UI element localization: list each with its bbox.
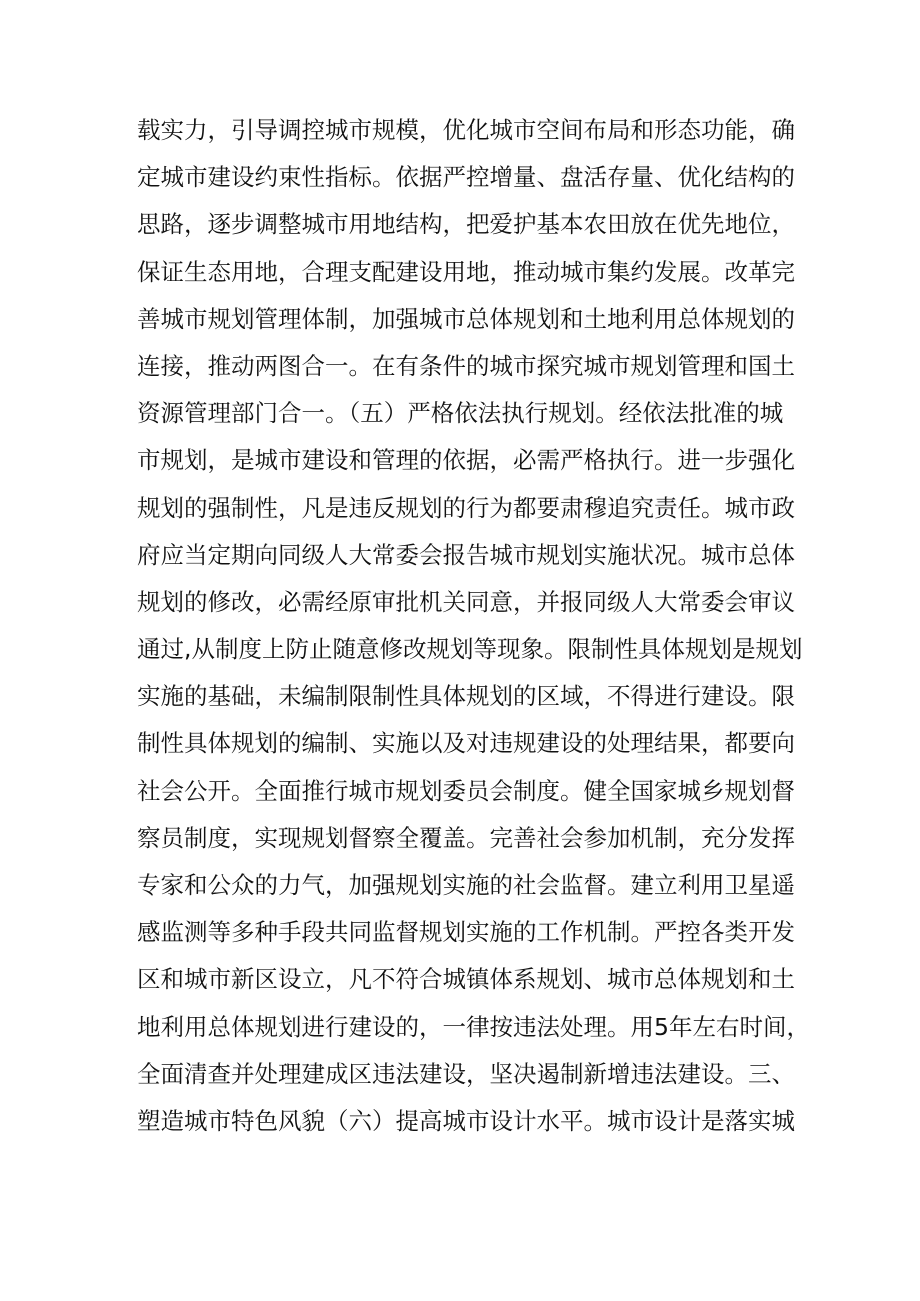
text-line: 感监测等多种手段共同监督规划实施的工作机制。严控各类开发: [137, 918, 795, 947]
text-line: 连接，推动两图合一。在有条件的城市探究城市规划管理和国土: [137, 351, 795, 380]
text-line: 通过,从制度上防止随意修改规划等现象。限制性具体规划是规划: [137, 635, 803, 664]
text-line: 区和城市新区设立，凡不符合城镇体系规划、城市总体规划和土: [137, 965, 795, 994]
text-line: 市规划，是城市建设和管理的依据，必需严格执行。进一步强化: [137, 446, 795, 475]
text-line: 地利用总体规划进行建设的，一律按违法处理。用5年左右时间，: [137, 1012, 810, 1041]
body-text: [137, 107, 810, 1145]
text-line: 专家和公众的力气，加强规划实施的社会监督。建立利用卫星遥: [137, 871, 795, 899]
text-line: 府应当定期向同级人大常委会报告城市规划实施状况。城市总体: [137, 540, 795, 569]
text-line: 资源管理部门合一。（五）严格依法执行规划。经依法批准的城: [137, 399, 784, 428]
text-line: 察员制度，实现规划督察全覆盖。完善社会参加机制，充分发挥: [137, 823, 795, 852]
text-line: 保证生态用地，合理支配建设用地，推动城市集约发展。改革完: [137, 257, 795, 286]
text-line: 规划的修改，必需经原审批机关同意，并报同级人大常委会审议: [137, 587, 795, 616]
text-line: 思路，逐步调整城市用地结构，把爱护基本农田放在优先地位，: [137, 210, 795, 239]
text-line: 定城市建设约束性指标。依据严控增量、盘活存量、优化结构的: [137, 163, 795, 192]
text-line: 善城市规划管理体制，加强城市总体规划和土地利用总体规划的: [137, 304, 795, 333]
text-line: 实施的基础，未编制限制性具体规划的区域，不得进行建设。限: [137, 682, 795, 711]
text-line: 规划的强制性，凡是违反规划的行为都要肃穆追究责任。城市政: [137, 493, 795, 522]
text-line: 载实力，引导调控城市规模，优化城市空间布局和形态功能，确: [137, 116, 795, 144]
text-line: 社会公开。全面推行城市规划委员会制度。健全国家城乡规划督: [137, 776, 795, 805]
text-line: 全面清查并处理建成区违法建设，坚决遏制新增违法建设。三、: [137, 1059, 795, 1088]
text-line: 制性具体规划的编制、实施以及对违规建设的处理结果，都要向: [137, 729, 795, 758]
text-line: 塑造城市特色风貌（六）提高城市设计水平。城市设计是落实城: [137, 1106, 795, 1135]
